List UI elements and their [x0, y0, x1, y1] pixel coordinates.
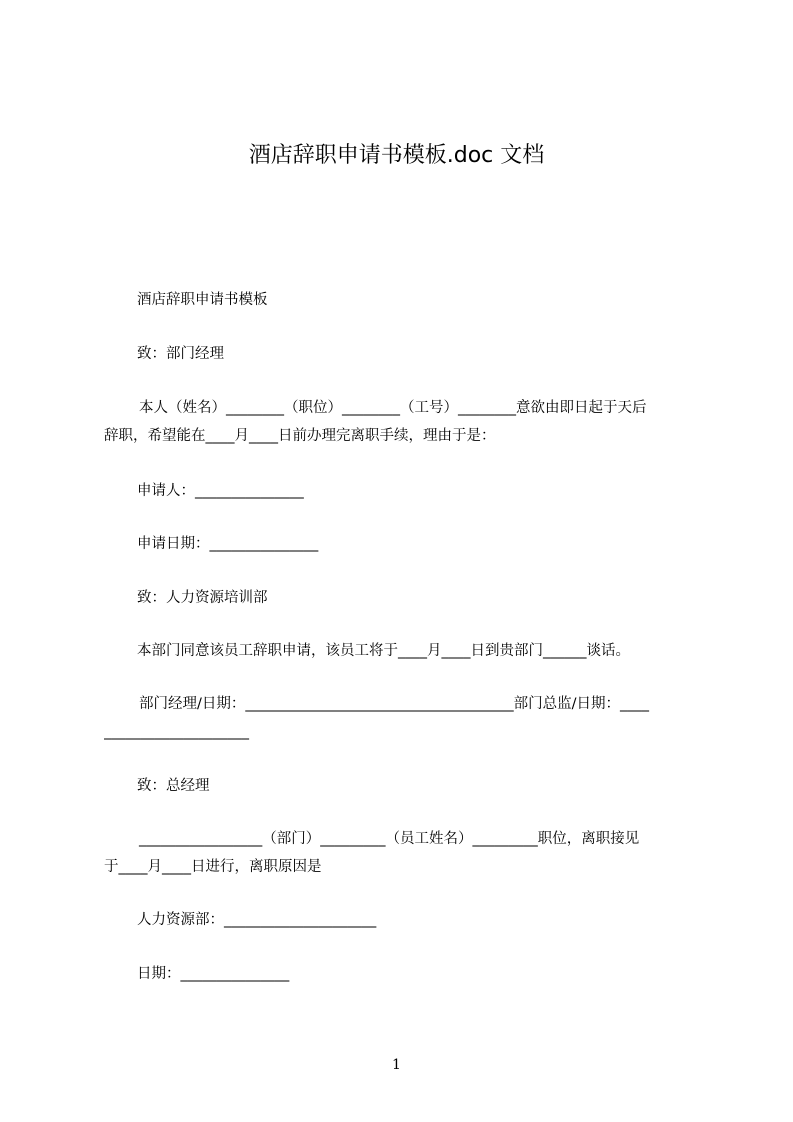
resignation-statement-line-1: 本人（姓名）________（职位）________（工号）________意欲由即日起于天后 — [139, 400, 647, 416]
applicant-field: 申请人：_______________ — [137, 483, 304, 499]
application-date-field: 申请日期：_______________ — [137, 536, 319, 552]
exit-interview-line-2: 于____月____日进行，离职原因是 — [104, 859, 322, 875]
manager-signature-line-1: 部门经理/日期：_____________________________________部门总监/日期：____ — [139, 696, 650, 712]
template-heading: 酒店辞职申请书模板 — [137, 292, 268, 308]
page-number: 1 — [392, 1057, 401, 1073]
document-title: 酒店辞职申请书模板.doc 文档 — [248, 143, 545, 168]
resignation-statement-line-2: 辞职，希望能在____月____日前办理完离职手续，理由于是： — [104, 428, 496, 444]
hr-department-field: 人力资源部：_____________________ — [137, 912, 377, 928]
manager-signature-line-2: ____________________ — [104, 724, 249, 740]
addressee-department-manager: 致：部门经理 — [137, 346, 224, 362]
date-field: 日期：_______________ — [137, 966, 290, 982]
addressee-hr-training: 致：人力资源培训部 — [137, 590, 268, 606]
exit-interview-line-1: _________________（部门）_________（员工姓名）_________职位，离职接见 — [139, 831, 640, 847]
addressee-general-manager: 致：总经理 — [137, 778, 210, 794]
department-approval-statement: 本部门同意该员工辞职申请，该员工将于____月____日到贵部门______谈话。 — [137, 643, 630, 659]
